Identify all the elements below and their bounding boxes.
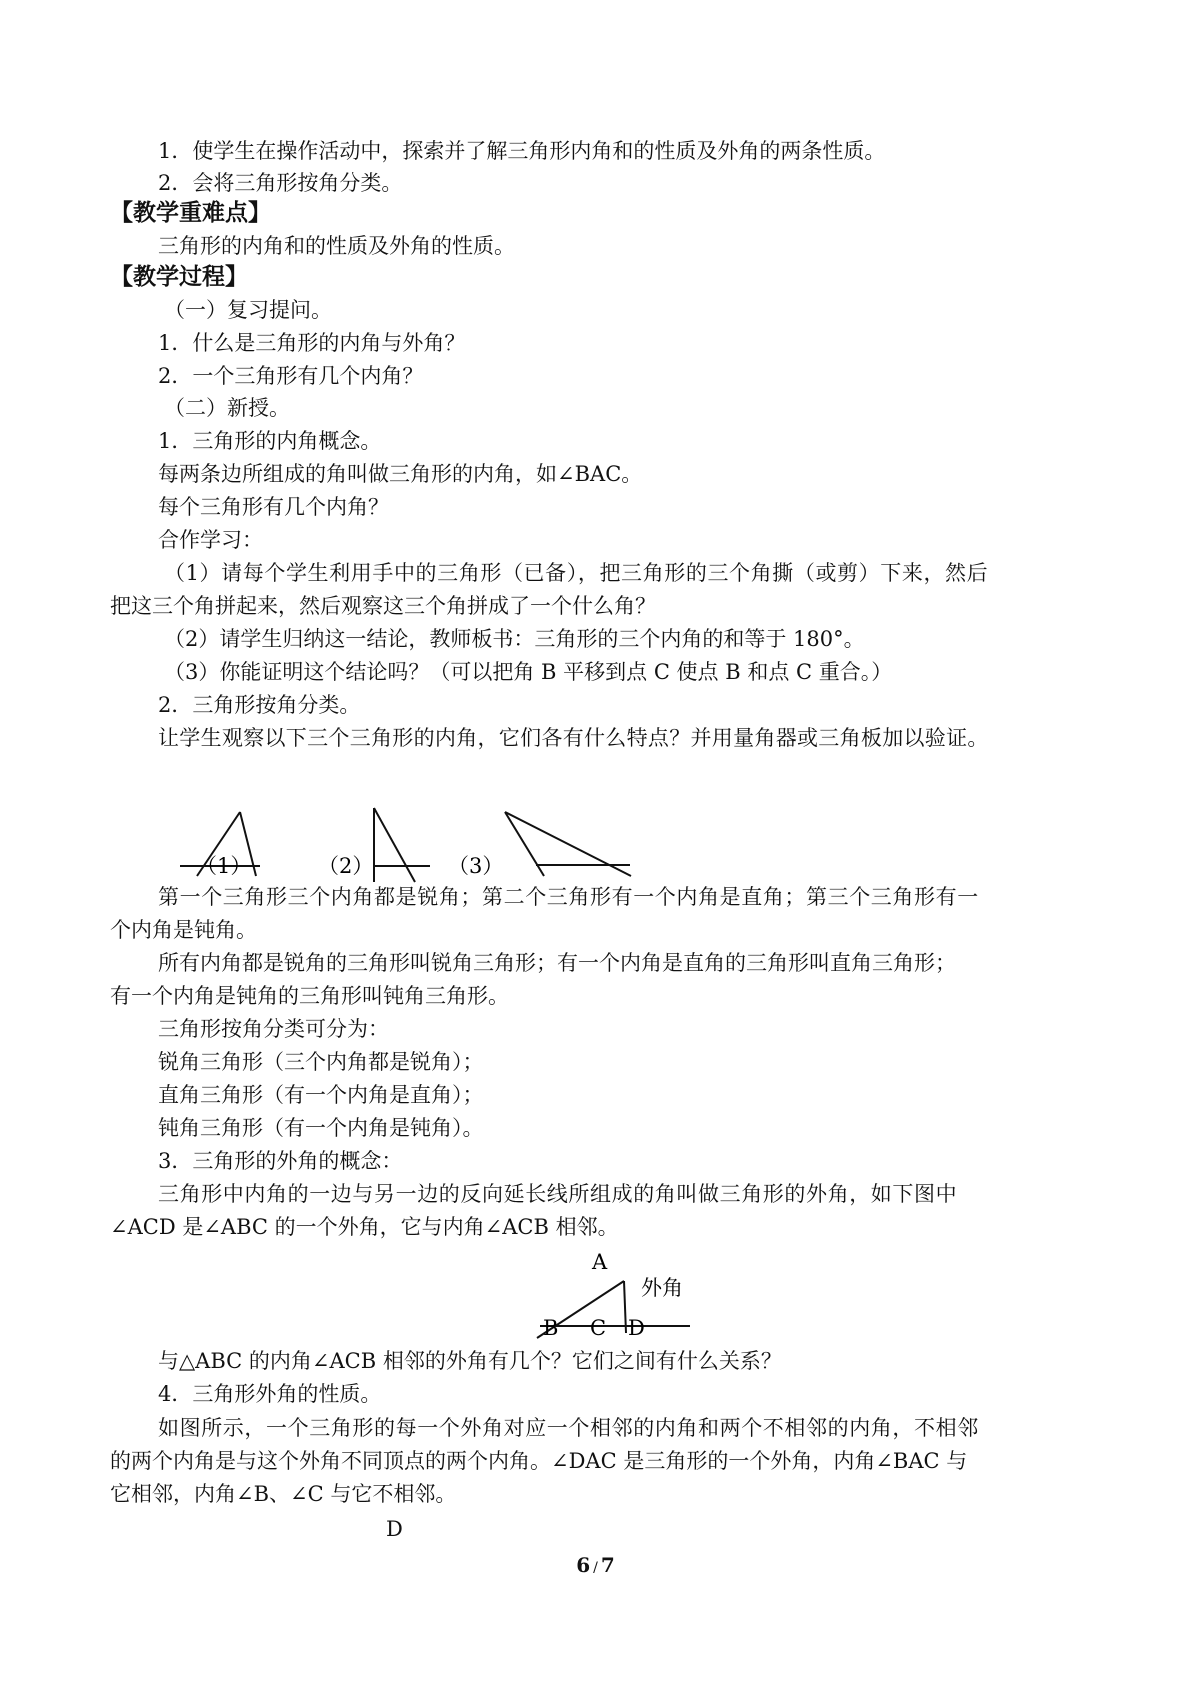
process-heading: 【教学过程】 — [110, 263, 248, 290]
page-total: 7 — [600, 1553, 615, 1577]
objective-1: 1．使学生在操作活动中，探索并了解三角形内角和的性质及外角的两条性质。 — [158, 139, 886, 163]
classification-line: 三角形按角分类可分为： — [158, 1017, 389, 1041]
figure-point-d-label: D — [386, 1517, 403, 1541]
property-line: 如图所示，一个三角形的每一个外角对应一个相邻的内角和两个不相邻的内角，不相邻 — [158, 1416, 979, 1440]
process-line: 把这三个角拼起来，然后观察这三个角拼成了一个什么角？ — [110, 594, 656, 618]
classification-line: 直角三角形（有一个内角是直角）； — [158, 1083, 484, 1107]
classification-line: 第一个三角形三个内角都是锐角；第二个三角形有一个内角是直角；第三个三角形有一 — [158, 885, 979, 909]
objective-2: 2．会将三角形按角分类。 — [158, 171, 403, 195]
process-line: 1．什么是三角形的内角与外角？ — [158, 331, 466, 355]
process-line: 2．一个三角形有几个内角？ — [158, 364, 424, 388]
point-c-label: C — [590, 1316, 607, 1340]
property-line: 4．三角形外角的性质。 — [158, 1382, 382, 1406]
process-line: （2）请学生归纳这一结论，教师板书：三角形的三个内角的和等于 180°。 — [164, 627, 865, 651]
process-line: 合作学习： — [158, 528, 263, 552]
classification-line: 3．三角形的外角的概念： — [158, 1149, 403, 1173]
process-line: （一）复习提问。 — [164, 298, 332, 322]
key-points-text: 三角形的内角和的性质及外角的性质。 — [158, 234, 515, 258]
property-line: 它相邻，内角∠B、∠C 与它不相邻。 — [110, 1482, 457, 1506]
process-line: （1）请每个学生利用手中的三角形（已备），把三角形的三个角撕（或剪）下来，然后 — [164, 561, 989, 585]
property-line: 与△ABC 的内角∠ACB 相邻的外角有几个？它们之间有什么关系？ — [158, 1349, 782, 1373]
classification-line: 锐角三角形（三个内角都是锐角）； — [158, 1050, 484, 1074]
classification-line: 钝角三角形（有一个内角是钝角）。 — [158, 1116, 484, 1140]
exterior-angle-label: 外角 — [641, 1276, 683, 1300]
process-line: 让学生观察以下三个三角形的内角，它们各有什么特点？并用量角器或三角板加以验证。 — [158, 726, 989, 750]
triangle-2-label: （2） — [318, 854, 374, 878]
triangle-2-side — [374, 808, 415, 882]
point-d-label: D — [628, 1316, 645, 1340]
process-line: 2．三角形按角分类。 — [158, 693, 361, 717]
classification-line: 有一个内角是钝角的三角形叫钝角三角形。 — [110, 984, 509, 1008]
page-current: 6 — [576, 1553, 591, 1577]
triangle-types-figure — [0, 780, 1191, 890]
triangle-3-label: （3） — [448, 854, 504, 878]
classification-line: 个内角是钝角。 — [110, 918, 257, 942]
process-line: 1．三角形的内角概念。 — [158, 429, 382, 453]
triangle-1-label: （1） — [196, 854, 252, 878]
point-b-label: B — [543, 1316, 559, 1340]
process-line: 每两条边所组成的角叫做三角形的内角，如∠BAC。 — [158, 462, 643, 486]
key-points-heading: 【教学重难点】 — [110, 199, 271, 226]
point-a-label: A — [592, 1250, 608, 1274]
process-line: （3）你能证明这个结论吗？（可以把角 B 平移到点 C 使点 B 和点 C 重合。） — [164, 660, 893, 684]
property-line: 的两个内角是与这个外角不同顶点的两个内角。∠DAC 是三角形的一个外角，内角∠BAC 与 — [110, 1449, 968, 1473]
page-number — [0, 1553, 1191, 1577]
page-separator: / — [593, 1560, 598, 1576]
classification-line: 三角形中内角的一边与另一边的反向延长线所组成的角叫做三角形的外角，如下图中 — [158, 1182, 958, 1206]
process-line: 每个三角形有几个内角？ — [158, 495, 389, 519]
classification-line: 所有内角都是锐角的三角形叫锐角三角形；有一个内角是直角的三角形叫直角三角形； — [158, 951, 956, 975]
classification-line: ∠ACD 是∠ABC 的一个外角，它与内角∠ACB 相邻。 — [110, 1215, 619, 1239]
exterior-angle-figure — [0, 1245, 1191, 1345]
process-line: （二）新授。 — [164, 396, 290, 420]
